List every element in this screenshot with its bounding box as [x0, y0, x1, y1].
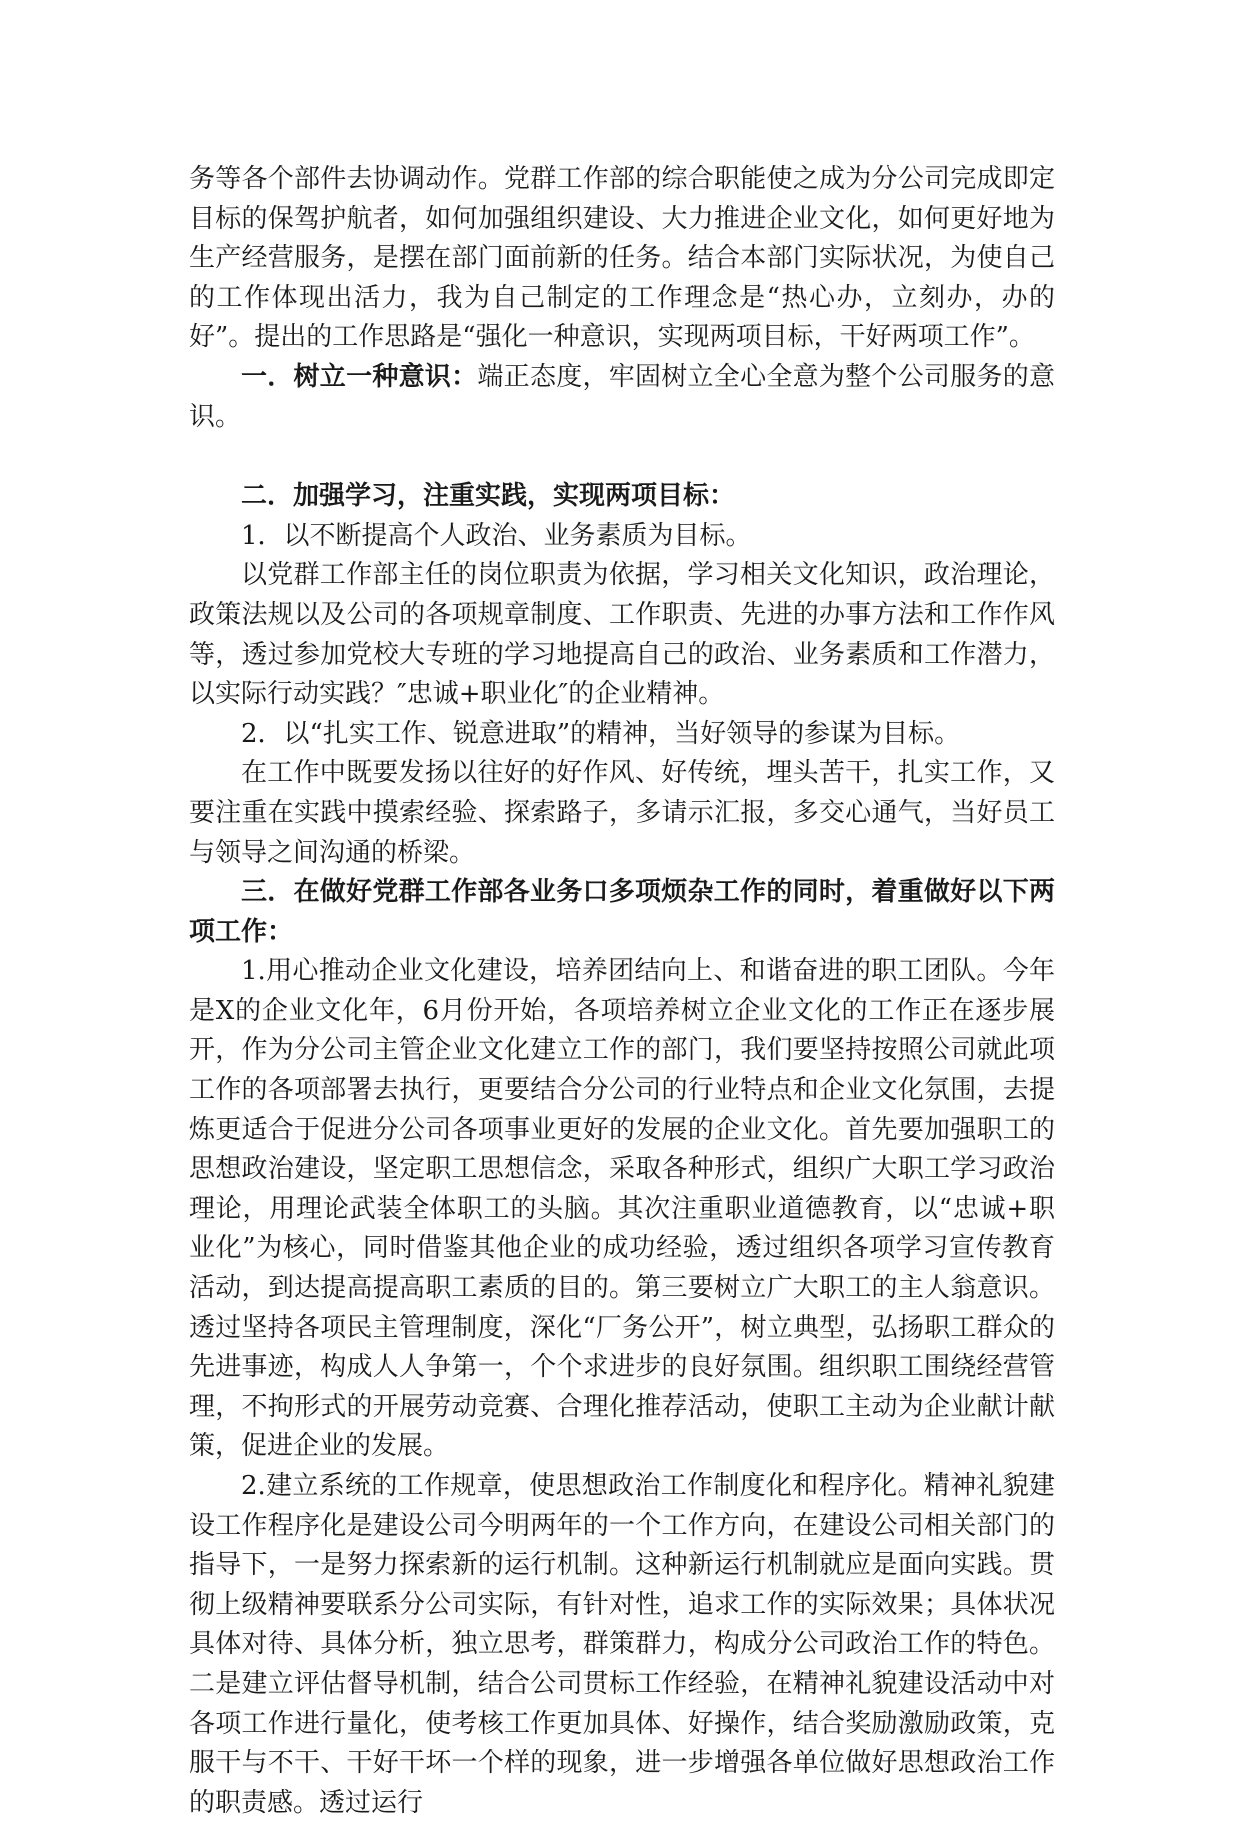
section-3-item-2-text: 2.建立系统的工作规章，使思想政治工作制度化和程序化。精神礼貌建设工作程序化是建设公司今明两年的一个工作方向，在建设公司相关部门的指导下，一是努力探索新的运行机制。这种新运行机制就应是面向实践。贯彻上级精神要联系分公司实际，有针对性，追求工作的实际效果；具体状况具体对待、具体分析，独立思考，群策群力，构成分公司政治工作的特色。二是建立评估督导机制，结合公司贯标工作经验，在精神礼貌建设活动中对各项工作进行量化，使考核工作更加具体、好操作，结合奖励激励政策，克服干与不干、干好干坏一个样的现象，进一步增强各单位做好思想政治工作的职责感。透过运行	[189, 1471, 1055, 1818]
section-2-item-1-title: 1．以不断提高个人政治、业务素质为目标。	[241, 520, 752, 551]
section-2-item-2-text: 在工作中既要发扬以往好的好作风、好传统，埋头苦干，扎实工作，又要注重在实践中摸索经验、探索路子，多请示汇报，多交心通气，当好员工与领导之间沟通的桥梁。	[189, 758, 1055, 868]
section-1-text: 端正态度，牢固树立全心全意为整个公司服务的意识。	[189, 361, 1055, 432]
section-3-item-1-text: 1.用心推动企业文化建设，培养团结向上、和谐奋进的职工团队。今年是X的企业文化年，6月份开始，各项培养树立企业文化的工作正在逐步展开，作为分公司主管企业文化建立工作的部门，我们要坚持按照公司就此项工作的各项部署去执行，更要结合分公司的行业特点和企业文化氛围，去提炼更适合于促进分公司各项事业更好的发展的企业文化。首先要加强职工的思想政治建设，坚定职工思想信念，采取各种形式，组织广大职工学习政治理论，用理论武装全体职工的头脑。其次注重职业道德教育，以“忠诚+职业化”为核心，同时借鉴其他企业的成功经验，透过组织各项学习宣传教育活动，到达提高提高职工素质的目的。第三要树立广大职工的主人翁意识。透过坚持各项民主管理制度，深化“厂务公开”，树立典型，弘扬职工群众的先进事迹，构成人人争第一，个个求进步的良好氛围。组织职工围绕经营管理，不拘形式的开展劳动竞赛、合理化推荐活动，使职工主动为企业献计献策，促进企业的发展。	[189, 956, 1055, 1462]
blank-line	[189, 437, 1055, 477]
section-2-item-2-title: 2．以“扎实工作、锐意进取”的精神，当好领导的参谋为目标。	[241, 718, 961, 749]
section-2-heading: 二．加强学习，注重实践，实现两项目标：	[241, 481, 736, 512]
section-1-paragraph	[189, 358, 1055, 437]
document-page	[189, 160, 1055, 1823]
intro-paragraph: 务等各个部件去协调动作。党群工作部的综合职能使之成为分公司完成即定目标的保驾护航者，如何加强组织建设、大力推进企业文化，如何更好地为生产经营服务，是摆在部门面前新的任务。结合本部门实际状况，为使自己的工作体现出活力，我为自己制定的工作理念是“热心办，立刻办，办的好”。提出的工作思路是“强化一种意识，实现两项目标，干好两项工作”。	[189, 164, 1055, 353]
section-3-heading: 三．在做好党群工作部各业务口多项烦杂工作的同时，着重做好以下两项工作：	[189, 877, 1055, 947]
section-2-item-1-text: 以党群工作部主任的岗位职责为依据，学习相关文化知识，政治理论，政策法规以及公司的各项规章制度、工作职责、先进的办事方法和工作作风等，透过参加党校大专班的学习地提高自己的政治、业务素质和工作潜力，以实际行动实践？″忠诚+职业化″的企业精神。	[189, 560, 1055, 710]
section-1-heading: 一．树立一种意识：	[241, 361, 478, 392]
